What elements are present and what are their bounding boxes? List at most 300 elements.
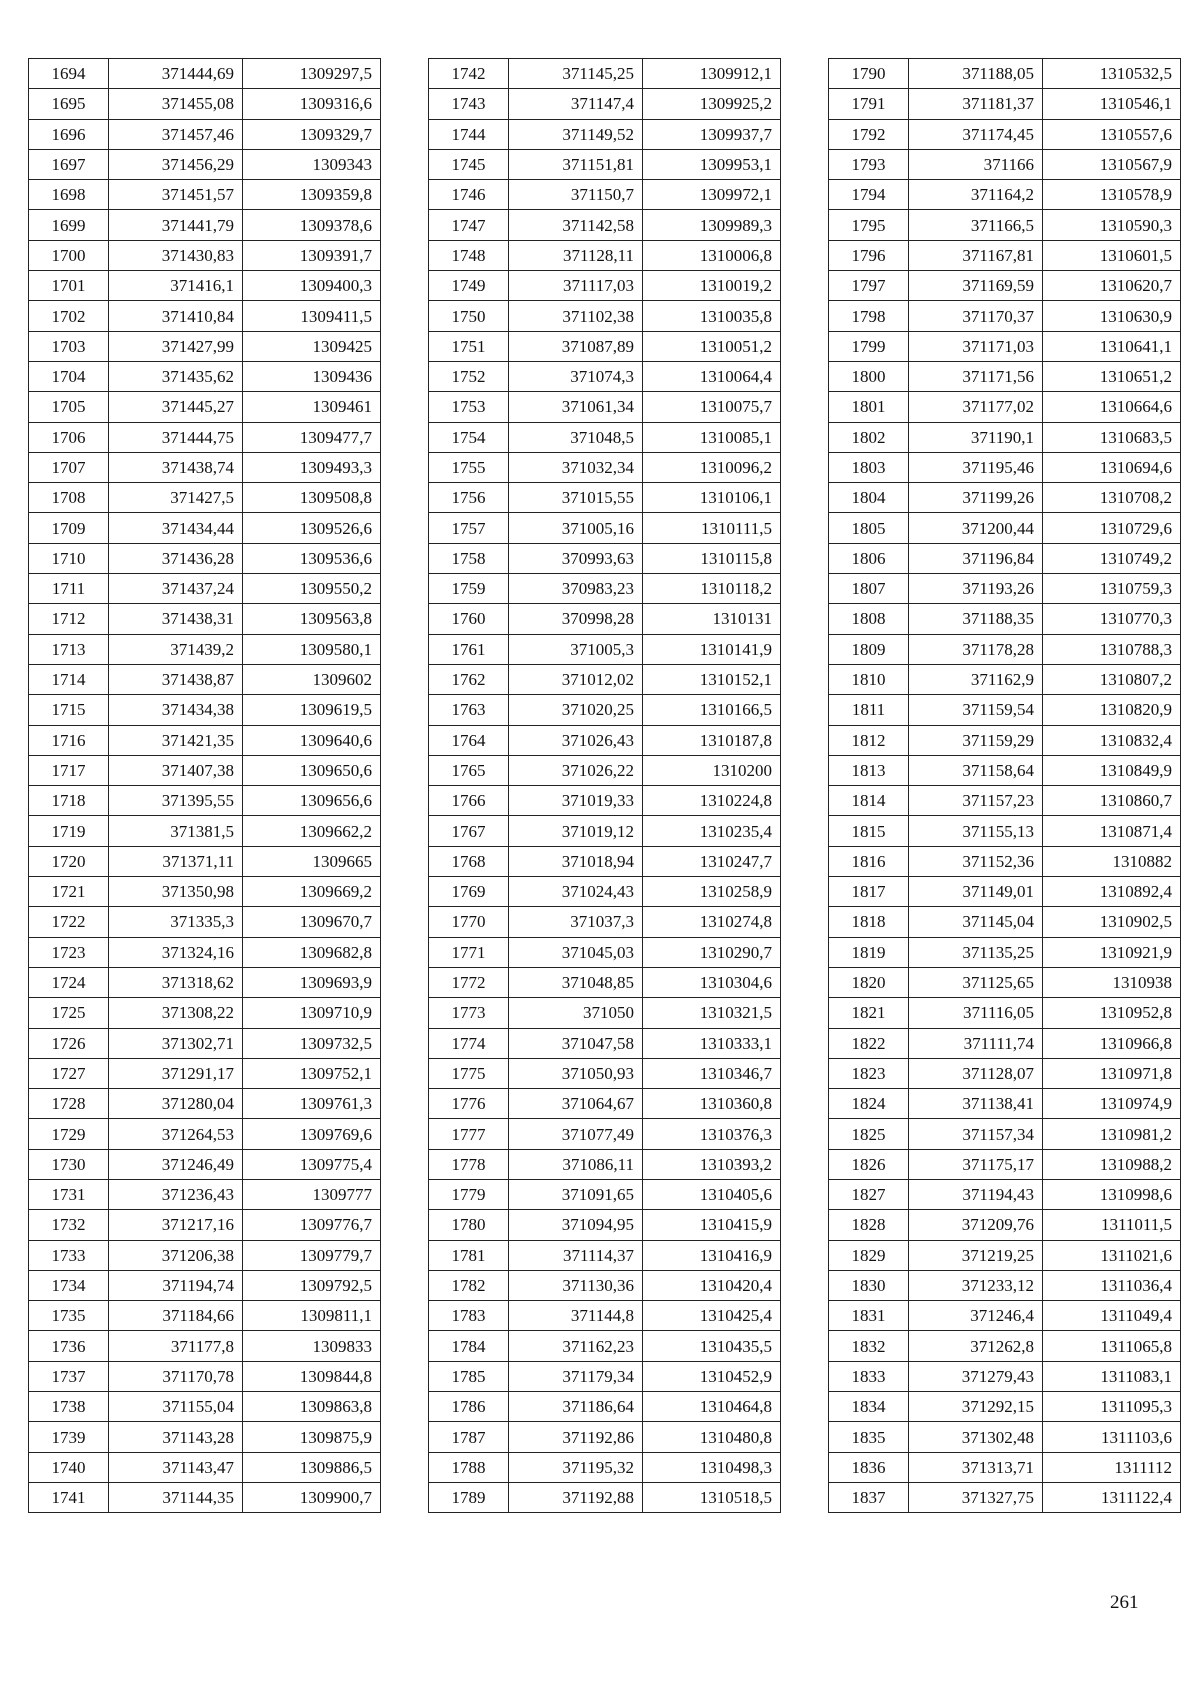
point-number-cell: 1743 [429,89,509,119]
y-coordinate-cell: 1309769,6 [243,1119,381,1149]
point-number-cell: 1793 [829,149,909,179]
table-row [429,1301,781,1331]
x-coordinate-cell: 371219,25 [909,1240,1043,1270]
x-coordinate-cell: 371434,44 [109,513,243,543]
table-row [429,937,781,967]
x-coordinate-cell: 371050 [509,998,643,1028]
x-coordinate-cell: 371170,78 [109,1361,243,1391]
table-row [829,664,1181,694]
y-coordinate-cell: 1309359,8 [243,180,381,210]
point-number-cell: 1773 [429,998,509,1028]
point-number-cell: 1820 [829,967,909,997]
table-row [29,240,381,270]
x-coordinate-cell: 371026,22 [509,755,643,785]
point-number-cell: 1757 [429,513,509,543]
point-number-cell: 1760 [429,604,509,634]
x-coordinate-cell: 371416,1 [109,271,243,301]
x-coordinate-cell: 371427,5 [109,483,243,513]
table-row [829,725,1181,755]
y-coordinate-cell: 1310152,1 [643,664,781,694]
y-coordinate-cell: 1310304,6 [643,967,781,997]
point-number-cell: 1718 [29,786,109,816]
x-coordinate-cell: 371434,38 [109,695,243,725]
point-number-cell: 1819 [829,937,909,967]
y-coordinate-cell: 1310480,8 [643,1422,781,1452]
y-coordinate-cell: 1310435,5 [643,1331,781,1361]
point-number-cell: 1804 [829,483,909,513]
point-number-cell: 1813 [829,755,909,785]
x-coordinate-cell: 371074,3 [509,361,643,391]
y-coordinate-cell: 1310981,2 [1043,1119,1181,1149]
table-row [29,1331,381,1361]
y-coordinate-cell: 1310683,5 [1043,422,1181,452]
point-number-cell: 1754 [429,422,509,452]
x-coordinate-cell: 371171,03 [909,331,1043,361]
y-coordinate-cell: 1309792,5 [243,1270,381,1300]
table-row [829,240,1181,270]
x-coordinate-cell: 371166 [909,149,1043,179]
table-row [429,452,781,482]
y-coordinate-cell: 1309580,1 [243,634,381,664]
x-coordinate-cell: 371128,07 [909,1058,1043,1088]
x-coordinate-cell: 371441,79 [109,210,243,240]
table-row [29,755,381,785]
point-number-cell: 1781 [429,1240,509,1270]
point-number-cell: 1745 [429,149,509,179]
x-coordinate-cell: 371430,83 [109,240,243,270]
point-number-cell: 1801 [829,392,909,422]
point-number-cell: 1837 [829,1482,909,1512]
table-row [29,846,381,876]
point-number-cell: 1730 [29,1149,109,1179]
y-coordinate-cell: 1310952,8 [1043,998,1181,1028]
y-coordinate-cell: 1309411,5 [243,301,381,331]
table-row [29,1392,381,1422]
point-number-cell: 1821 [829,998,909,1028]
table-row [429,967,781,997]
y-coordinate-cell: 1310096,2 [643,452,781,482]
x-coordinate-cell: 371188,05 [909,59,1043,89]
y-coordinate-cell: 1310085,1 [643,422,781,452]
y-coordinate-cell: 1310224,8 [643,786,781,816]
x-coordinate-cell: 371077,49 [509,1119,643,1149]
y-coordinate-cell: 1310115,8 [643,543,781,573]
x-coordinate-cell: 371138,41 [909,1089,1043,1119]
x-coordinate-cell: 371125,65 [909,967,1043,997]
table-row [829,1392,1181,1422]
y-coordinate-cell: 1309844,8 [243,1361,381,1391]
table-row [429,392,781,422]
y-coordinate-cell: 1309343 [243,149,381,179]
x-coordinate-cell: 371200,44 [909,513,1043,543]
y-coordinate-cell: 1311049,4 [1043,1301,1181,1331]
y-coordinate-cell: 1311095,3 [1043,1392,1181,1422]
y-coordinate-cell: 1309536,6 [243,543,381,573]
y-coordinate-cell: 1309953,1 [643,149,781,179]
x-coordinate-cell: 371291,17 [109,1058,243,1088]
y-coordinate-cell: 1309682,8 [243,937,381,967]
y-coordinate-cell: 1310247,7 [643,846,781,876]
point-number-cell: 1791 [829,89,909,119]
table-row [429,513,781,543]
point-number-cell: 1799 [829,331,909,361]
y-coordinate-cell: 1309779,7 [243,1240,381,1270]
point-number-cell: 1694 [29,59,109,89]
y-coordinate-cell: 1309775,4 [243,1149,381,1179]
point-number-cell: 1755 [429,452,509,482]
table-row [429,786,781,816]
x-coordinate-cell: 371302,48 [909,1422,1043,1452]
table-row [429,361,781,391]
x-coordinate-cell: 371427,99 [109,331,243,361]
y-coordinate-cell: 1309640,6 [243,725,381,755]
point-number-cell: 1805 [829,513,909,543]
y-coordinate-cell: 1309550,2 [243,574,381,604]
y-coordinate-cell: 1309761,3 [243,1089,381,1119]
y-coordinate-cell: 1310393,2 [643,1149,781,1179]
y-coordinate-cell: 1310035,8 [643,301,781,331]
y-coordinate-cell: 1309425 [243,331,381,361]
table-row [429,483,781,513]
x-coordinate-cell: 371091,65 [509,1179,643,1209]
table-row [29,59,381,89]
y-coordinate-cell: 1309477,7 [243,422,381,452]
y-coordinate-cell: 1311083,1 [1043,1361,1181,1391]
table-row [29,877,381,907]
x-coordinate-cell: 371437,24 [109,574,243,604]
y-coordinate-cell: 1310578,9 [1043,180,1181,210]
table-row [829,361,1181,391]
x-coordinate-cell: 371436,28 [109,543,243,573]
x-coordinate-cell: 371175,17 [909,1149,1043,1179]
table-row [29,513,381,543]
y-coordinate-cell: 1309602 [243,664,381,694]
point-number-cell: 1812 [829,725,909,755]
x-coordinate-cell: 371026,43 [509,725,643,755]
y-coordinate-cell: 1310518,5 [643,1482,781,1512]
point-number-cell: 1736 [29,1331,109,1361]
x-coordinate-cell: 371005,16 [509,513,643,543]
table-row [829,149,1181,179]
point-number-cell: 1732 [29,1210,109,1240]
point-number-cell: 1747 [429,210,509,240]
table-row [429,695,781,725]
x-coordinate-cell: 371438,31 [109,604,243,634]
point-number-cell: 1707 [29,452,109,482]
table-row [29,1058,381,1088]
x-coordinate-cell: 371116,05 [909,998,1043,1028]
point-number-cell: 1742 [429,59,509,89]
y-coordinate-cell: 1309833 [243,1331,381,1361]
y-coordinate-cell: 1310118,2 [643,574,781,604]
x-coordinate-cell: 371047,58 [509,1028,643,1058]
table-row [429,877,781,907]
y-coordinate-cell: 1310546,1 [1043,89,1181,119]
table-row [829,937,1181,967]
point-number-cell: 1698 [29,180,109,210]
point-number-cell: 1751 [429,331,509,361]
point-number-cell: 1811 [829,695,909,725]
y-coordinate-cell: 1309972,1 [643,180,781,210]
x-coordinate-cell: 371150,7 [509,180,643,210]
point-number-cell: 1729 [29,1119,109,1149]
point-number-cell: 1726 [29,1028,109,1058]
x-coordinate-cell: 371162,23 [509,1331,643,1361]
table-row [829,1089,1181,1119]
table-row [829,1361,1181,1391]
point-number-cell: 1715 [29,695,109,725]
point-number-cell: 1779 [429,1179,509,1209]
x-coordinate-cell: 371005,3 [509,634,643,664]
x-coordinate-cell: 371086,11 [509,1149,643,1179]
point-number-cell: 1784 [429,1331,509,1361]
y-coordinate-cell: 1310187,8 [643,725,781,755]
point-number-cell: 1803 [829,452,909,482]
y-coordinate-cell: 1310416,9 [643,1240,781,1270]
y-coordinate-cell: 1310557,6 [1043,119,1181,149]
point-number-cell: 1713 [29,634,109,664]
point-number-cell: 1797 [829,271,909,301]
table-row [829,816,1181,846]
point-number-cell: 1766 [429,786,509,816]
table-row [829,1270,1181,1300]
y-coordinate-cell: 1309863,8 [243,1392,381,1422]
point-number-cell: 1798 [829,301,909,331]
table-row [429,725,781,755]
y-coordinate-cell: 1311103,6 [1043,1422,1181,1452]
x-coordinate-cell: 371194,43 [909,1179,1043,1209]
x-coordinate-cell: 371438,74 [109,452,243,482]
y-coordinate-cell: 1311065,8 [1043,1331,1181,1361]
y-coordinate-cell: 1309316,6 [243,89,381,119]
x-coordinate-cell: 371181,37 [909,89,1043,119]
table-row [829,1422,1181,1452]
x-coordinate-cell: 371117,03 [509,271,643,301]
table-row [429,907,781,937]
table-row [29,331,381,361]
table-row [29,149,381,179]
y-coordinate-cell: 1310998,6 [1043,1179,1181,1209]
table-row [829,604,1181,634]
y-coordinate-cell: 1309912,1 [643,59,781,89]
point-number-cell: 1706 [29,422,109,452]
point-number-cell: 1733 [29,1240,109,1270]
point-number-cell: 1775 [429,1058,509,1088]
x-coordinate-cell: 371439,2 [109,634,243,664]
table-row [29,1240,381,1270]
table-row [429,1361,781,1391]
table-row [29,967,381,997]
point-number-cell: 1832 [829,1331,909,1361]
x-coordinate-cell: 371177,02 [909,392,1043,422]
y-coordinate-cell: 1310498,3 [643,1452,781,1482]
y-coordinate-cell: 1310974,9 [1043,1089,1181,1119]
table-row [429,574,781,604]
y-coordinate-cell: 1310849,9 [1043,755,1181,785]
table-row [829,755,1181,785]
table-row [29,634,381,664]
x-coordinate-cell: 371421,35 [109,725,243,755]
point-number-cell: 1740 [29,1452,109,1482]
x-coordinate-cell: 371149,01 [909,877,1043,907]
y-coordinate-cell: 1309937,7 [643,119,781,149]
point-number-cell: 1814 [829,786,909,816]
table-row [29,1089,381,1119]
x-coordinate-cell: 371174,45 [909,119,1043,149]
x-coordinate-cell: 371199,26 [909,483,1043,513]
x-coordinate-cell: 371048,85 [509,967,643,997]
table-row [829,452,1181,482]
y-coordinate-cell: 1310651,2 [1043,361,1181,391]
table-row [829,331,1181,361]
y-coordinate-cell: 1310111,5 [643,513,781,543]
table-row [429,604,781,634]
page-number: 261 [1110,1592,1139,1613]
x-coordinate-cell: 371445,27 [109,392,243,422]
table-row [829,180,1181,210]
x-coordinate-cell: 371149,52 [509,119,643,149]
point-number-cell: 1795 [829,210,909,240]
x-coordinate-cell: 371020,25 [509,695,643,725]
x-coordinate-cell: 371451,57 [109,180,243,210]
y-coordinate-cell: 1310641,1 [1043,331,1181,361]
y-coordinate-cell: 1311011,5 [1043,1210,1181,1240]
x-coordinate-cell: 371019,12 [509,816,643,846]
table-row [829,1482,1181,1512]
x-coordinate-cell: 371037,3 [509,907,643,937]
table-row [29,695,381,725]
x-coordinate-cell: 371142,58 [509,210,643,240]
point-number-cell: 1727 [29,1058,109,1088]
table-row [429,301,781,331]
x-coordinate-cell: 371302,71 [109,1028,243,1058]
point-number-cell: 1817 [829,877,909,907]
point-number-cell: 1827 [829,1179,909,1209]
table-row [829,695,1181,725]
x-coordinate-cell: 371144,35 [109,1482,243,1512]
y-coordinate-cell: 1309752,1 [243,1058,381,1088]
point-number-cell: 1815 [829,816,909,846]
table-row [29,301,381,331]
table-row [29,907,381,937]
y-coordinate-cell: 1310321,5 [643,998,781,1028]
table-row [29,725,381,755]
table-row [429,331,781,361]
table-row [429,1240,781,1270]
table-row [429,119,781,149]
y-coordinate-cell: 1309508,8 [243,483,381,513]
table-row [429,1089,781,1119]
x-coordinate-cell: 371015,55 [509,483,643,513]
table-row [29,1149,381,1179]
y-coordinate-cell: 1310966,8 [1043,1028,1181,1058]
point-number-cell: 1833 [829,1361,909,1391]
point-number-cell: 1731 [29,1179,109,1209]
table-row [429,149,781,179]
y-coordinate-cell: 1310452,9 [643,1361,781,1391]
x-coordinate-cell: 371444,75 [109,422,243,452]
y-coordinate-cell: 1310788,3 [1043,634,1181,664]
point-number-cell: 1794 [829,180,909,210]
point-number-cell: 1725 [29,998,109,1028]
table-row [429,1179,781,1209]
x-coordinate-cell: 371143,47 [109,1452,243,1482]
y-coordinate-cell: 1309297,5 [243,59,381,89]
y-coordinate-cell: 1310141,9 [643,634,781,664]
x-coordinate-cell: 371048,5 [509,422,643,452]
table-row [429,816,781,846]
y-coordinate-cell: 1310346,7 [643,1058,781,1088]
y-coordinate-cell: 1309665 [243,846,381,876]
x-coordinate-cell: 371279,43 [909,1361,1043,1391]
y-coordinate-cell: 1309526,6 [243,513,381,543]
x-coordinate-cell: 371159,54 [909,695,1043,725]
table-row [29,361,381,391]
point-number-cell: 1748 [429,240,509,270]
y-coordinate-cell: 1310131 [643,604,781,634]
table-row [829,846,1181,876]
y-coordinate-cell: 1310019,2 [643,271,781,301]
y-coordinate-cell: 1310902,5 [1043,907,1181,937]
point-number-cell: 1746 [429,180,509,210]
y-coordinate-cell: 1310360,8 [643,1089,781,1119]
table-row [429,59,781,89]
table-row [829,574,1181,604]
x-coordinate-cell: 371236,43 [109,1179,243,1209]
x-coordinate-cell: 371184,66 [109,1301,243,1331]
point-number-cell: 1818 [829,907,909,937]
table-row [829,1119,1181,1149]
y-coordinate-cell: 1309329,7 [243,119,381,149]
x-coordinate-cell: 370998,28 [509,604,643,634]
table-row [429,1119,781,1149]
x-coordinate-cell: 371395,55 [109,786,243,816]
x-coordinate-cell: 371410,84 [109,301,243,331]
y-coordinate-cell: 1309875,9 [243,1422,381,1452]
point-number-cell: 1831 [829,1301,909,1331]
y-coordinate-cell: 1309461 [243,392,381,422]
table-row [429,1028,781,1058]
x-coordinate-cell: 371061,34 [509,392,643,422]
table-row [29,816,381,846]
table-row [29,271,381,301]
y-coordinate-cell: 1310664,6 [1043,392,1181,422]
y-coordinate-cell: 1310694,6 [1043,452,1181,482]
x-coordinate-cell: 371217,16 [109,1210,243,1240]
point-number-cell: 1716 [29,725,109,755]
table-row [29,1179,381,1209]
point-number-cell: 1810 [829,664,909,694]
table-row [829,907,1181,937]
table-row [429,89,781,119]
point-number-cell: 1695 [29,89,109,119]
x-coordinate-cell: 371194,74 [109,1270,243,1300]
table-row [829,1149,1181,1179]
y-coordinate-cell: 1310601,5 [1043,240,1181,270]
y-coordinate-cell: 1310415,9 [643,1210,781,1240]
x-coordinate-cell: 371327,75 [909,1482,1043,1512]
y-coordinate-cell: 1310938 [1043,967,1181,997]
point-number-cell: 1710 [29,543,109,573]
y-coordinate-cell: 1310759,3 [1043,574,1181,604]
x-coordinate-cell: 371246,4 [909,1301,1043,1331]
table-row [429,1149,781,1179]
point-number-cell: 1759 [429,574,509,604]
table-row [829,513,1181,543]
x-coordinate-cell: 371233,12 [909,1270,1043,1300]
table-row [829,392,1181,422]
point-number-cell: 1714 [29,664,109,694]
